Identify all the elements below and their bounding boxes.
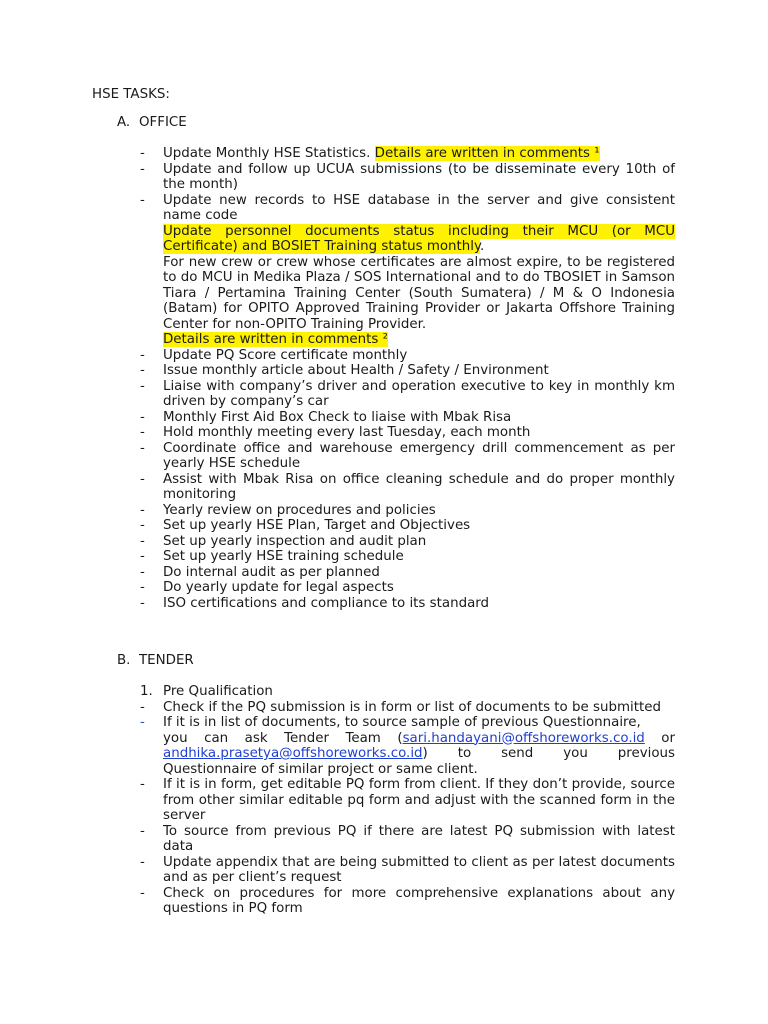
bullet-dash: - <box>140 425 145 440</box>
bullet-dash: - <box>140 564 145 580</box>
section-b-heading <box>117 653 194 669</box>
bullet-dash: - <box>140 777 145 792</box>
subsection-title: Pre Qualification <box>163 684 273 699</box>
bullet-dash: - <box>140 595 145 611</box>
bullet-dash: - <box>140 161 145 177</box>
bullet-dash: - <box>140 715 145 730</box>
bullet-dash: - <box>140 533 145 549</box>
list-item: - Update and follow up UCUA submissions (to be disseminate every 10th of the month) <box>140 161 675 192</box>
list-item: - Update PQ Score certificate monthly <box>140 347 408 363</box>
bullet-dash: - <box>140 146 145 161</box>
bullet-dash: - <box>140 699 145 715</box>
section-a-heading <box>117 115 187 131</box>
highlighted-note: Details are written in comments ¹ <box>374 146 600 161</box>
bullet-dash: - <box>140 502 145 518</box>
subsection-number: 1. <box>140 684 153 699</box>
bullet-dash: - <box>140 347 145 363</box>
list-item: - Check on procedures for more comprehensive explanations about any questions in PQ form <box>140 885 675 916</box>
email-link-andhika[interactable]: andhika.prasetya@offshoreworks.co.id <box>163 746 423 761</box>
office-task-list <box>140 146 675 611</box>
bullet-dash: - <box>140 854 145 870</box>
list-item: - Update new records to HSE database in the server and give consistent name code Update personnel documents status including their MCU (or MCU Certificate) and BOSIET Training status monthly. For new crew or crew whose certificates are almost expire, to be registered to do MCU in Medika Plaza / SOS International and to do TBOSIET in Samson Tiara / Pertamina Training Center (South Sumatera) / M & O Indonesia (Batam) for OPITO Approved Training Provider or Jakarta Offshore Training Center for non-OPITO Training Provider. Details are written in comments ² <box>140 192 675 347</box>
bullet-dash: - <box>140 192 145 208</box>
bullet-dash: - <box>140 378 145 394</box>
list-item: - Issue monthly article about Health / Safety / Environment <box>140 363 549 378</box>
subsection-heading <box>140 684 675 700</box>
list-item: - Check if the PQ submission is in form or list of documents to be submitted <box>140 699 661 715</box>
highlighted-note: Update personnel documents status including their MCU (or MCU Certificate) and BOSIET Training status monthly <box>163 223 675 254</box>
list-item: - Do internal audit as per planned <box>140 564 380 580</box>
list-item: - Do yearly update for legal aspects <box>140 580 394 595</box>
list-item: - If it is in form, get editable PQ form from client. If they don’t provide, source from other similar editable pq form and adjust with the scanned form in the server <box>140 777 675 823</box>
list-item: - Monthly First Aid Box Check to liaise with Mbak Risa <box>140 409 512 425</box>
page-title: HSE TASKS: <box>92 87 170 102</box>
list-item: - To source from previous PQ if there are latest PQ submission with latest data <box>140 823 675 854</box>
list-item: - Yearly review on procedures and policies <box>140 502 436 518</box>
bullet-dash: - <box>140 518 145 533</box>
bullet-dash: - <box>140 549 145 564</box>
list-item: - If it is in list of documents, to source sample of previous Questionnaire, you can ask Tender Team (sari.handayani@offshoreworks.co.id or andhika.prasetya@offshoreworks.co.id) to send you previous Questionnaire of similar project or same client. <box>140 715 675 777</box>
section-a-letter: A. <box>117 115 131 130</box>
tender-task-list <box>140 684 675 917</box>
list-item: - Update appendix that are being submitted to client as per latest documents and as per client’s request <box>140 854 675 885</box>
list-item: - Assist with Mbak Risa on office cleaning schedule and do proper monthly monitoring <box>140 471 675 502</box>
bullet-dash: - <box>140 440 145 456</box>
bullet-dash: - <box>140 409 145 425</box>
list-item: - Liaise with company’s driver and operation executive to key in monthly km driven by company’s car <box>140 378 675 409</box>
bullet-dash: - <box>140 363 145 378</box>
mcu-bosiet-details: For new crew or crew whose certificates are almost expire, to be registered to do MCU in Medika Plaza / SOS International and to do TBOSIET in Samson Tiara / Pertamina Training Center (South Sumatera) / M & O Indonesia (Batam) for OPITO Approved Training Provider or Jakarta Offshore Training Center for non-OPITO Training Provider. <box>163 254 675 332</box>
list-item: - Set up yearly inspection and audit plan <box>140 533 427 549</box>
list-item: - Set up yearly HSE training schedule <box>140 549 404 564</box>
list-item: - ISO certifications and compliance to its standard <box>140 595 490 611</box>
section-b-letter: B. <box>117 653 131 668</box>
email-link-sari[interactable]: sari.handayani@offshoreworks.co.id <box>402 730 645 746</box>
list-item: - Set up yearly HSE Plan, Target and Objectives <box>140 518 471 533</box>
bullet-dash: - <box>140 823 145 839</box>
highlighted-note: Details are written in comments ² <box>163 332 388 347</box>
list-item: - Coordinate office and warehouse emergency drill commencement as per yearly HSE schedule <box>140 440 675 471</box>
section-a-title: OFFICE <box>139 115 187 130</box>
bullet-dash: - <box>140 885 145 901</box>
list-item: - Hold monthly meeting every last Tuesday, each month <box>140 425 531 440</box>
bullet-dash: - <box>140 580 145 595</box>
bullet-dash: - <box>140 471 145 487</box>
list-item: - Update Monthly HSE Statistics. Details are written in comments ¹ <box>140 146 600 161</box>
section-b-title: TENDER <box>139 653 194 668</box>
